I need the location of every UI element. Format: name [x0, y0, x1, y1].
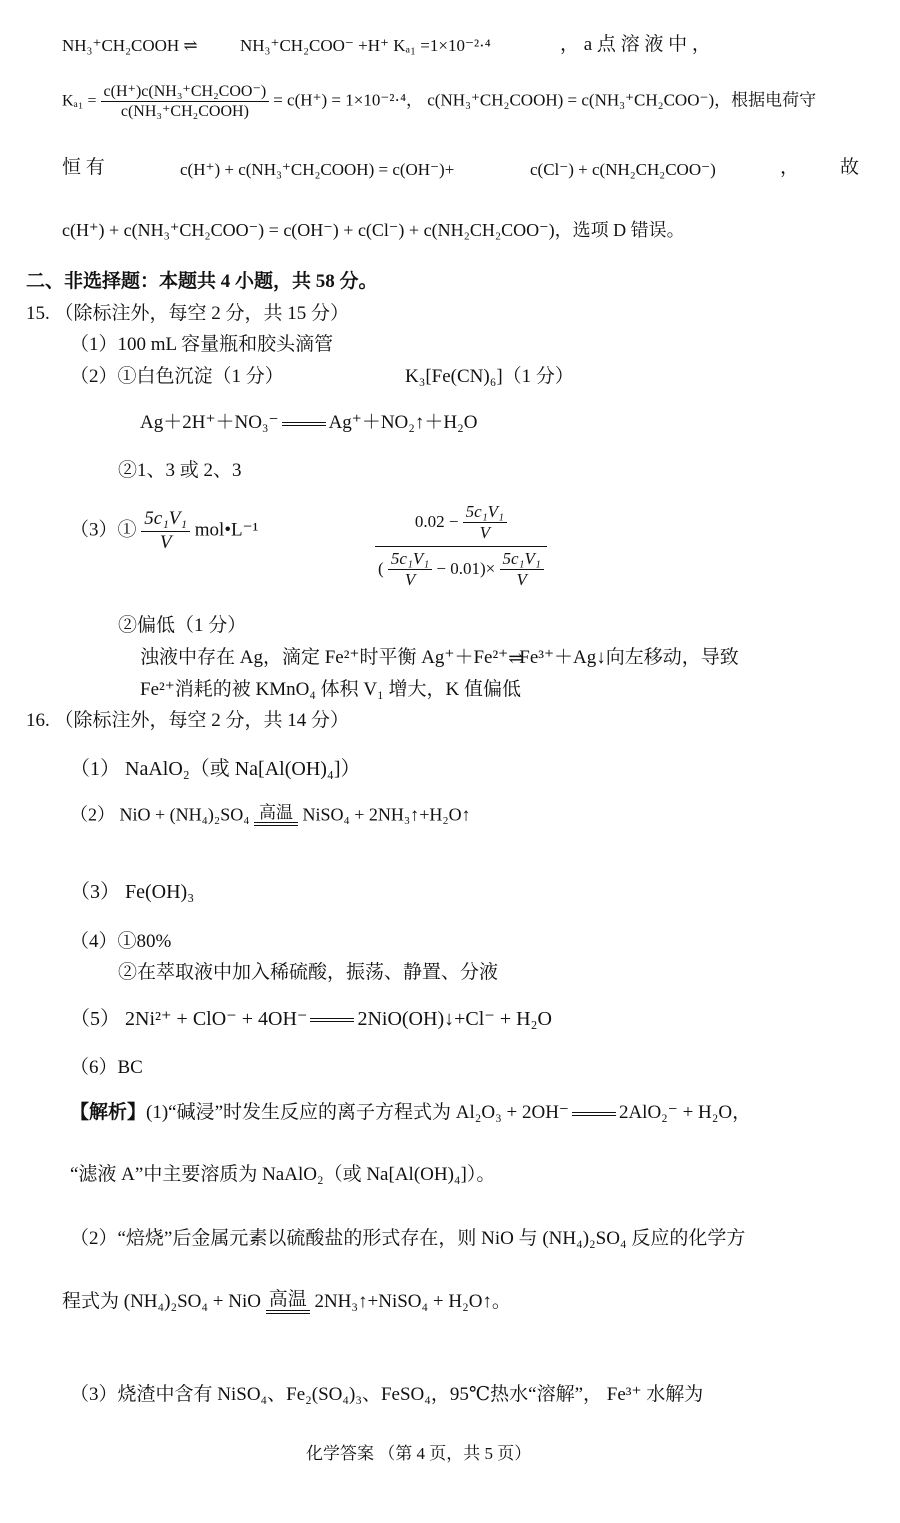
charge-line-d: ，	[780, 157, 800, 178]
equals-bar-2	[310, 1018, 354, 1022]
analysis-2b-left: 程式为 (NH₄)₂SO₄ + NiO	[62, 1291, 261, 1313]
k-bot-frac2	[500, 549, 544, 591]
k-expression	[375, 502, 547, 591]
condition-label-2: 高温	[268, 1289, 307, 1310]
q16-part4a: （4）①80%	[70, 931, 172, 952]
equilibrium-arrow: ⇌	[508, 647, 520, 668]
k-numerator	[375, 502, 547, 547]
condition-bar-2	[266, 1310, 310, 1314]
q15-eq-left: Ag＋2H⁺＋NO₃⁻	[140, 412, 279, 433]
eq-line-1-right: ， a 点 溶 液 中 ，	[560, 34, 711, 55]
analysis-2b	[62, 1290, 511, 1314]
k-bot-frac1	[388, 549, 432, 591]
q16-part1: （1） NaAlO₂（或 Na[Al(OH)₄]）	[70, 758, 361, 780]
q16-heading: 16. （除标注外，每空 2 分，共 14 分）	[26, 710, 350, 731]
charge-line-2: c(H⁺) + c(NH₃⁺CH₂COO⁻) = c(OH⁻) + c(Cl⁻) + c(NH₂CH₂COO⁻)，选项 D 错误。	[62, 220, 685, 240]
eq-line-1-mid: NH₃⁺CH₂COO⁻ +H⁺ Kₐ₁ =1×10⁻²·⁴	[240, 36, 491, 55]
conc-num: 5c₁V₁	[141, 508, 190, 532]
q15-eq-right: Ag⁺＋NO₂↑＋H₂O	[328, 412, 478, 433]
condition-label: 高温	[258, 803, 293, 822]
equals-bar	[282, 422, 326, 426]
q15-part3c	[140, 647, 739, 670]
analysis-2a: （2）“焙烧”后金属元素以硫酸盐的形式存在，则 NiO 与 (NH₄)₂SO₄ 反应的化学方	[70, 1228, 746, 1249]
conc-unit: mol•L⁻¹	[194, 519, 259, 541]
k-bot-num2: 5c₁V₁	[500, 549, 544, 570]
equals-bar-3	[572, 1112, 616, 1116]
analysis-3: （3）烧渣中含有 NiSO₄、Fe₂(SO₄)₃、FeSO₄，95℃热水“溶解”， Fe³⁺ 水解为	[70, 1384, 704, 1405]
charge-line-c: c(Cl⁻) + c(NH₂CH₂COO⁻)	[530, 160, 716, 179]
charge-line-label: 恒 有	[62, 157, 105, 178]
analysis-1a: (1)“碱浸”时发生反应的离子方程式为 Al₂O₃ + 2OH⁻	[146, 1102, 569, 1123]
k-top-a: 0.02 −	[414, 511, 459, 531]
k-bot-paren: (	[378, 558, 384, 578]
q16-part5-right: 2NiO(OH)↓+Cl⁻ + H₂O	[357, 1008, 552, 1030]
ka-formula	[62, 82, 816, 121]
q16-part3: （3） Fe(OH)₃	[70, 881, 195, 903]
conc-den: V	[159, 531, 172, 553]
q15-part2c: ②1、3 或 2、3	[118, 460, 242, 481]
q16-part5	[70, 1007, 552, 1031]
ka-label: Kₐ₁ =	[62, 92, 97, 110]
analysis-heading: 【解析】	[70, 1102, 147, 1123]
q15-part3c-a: 浊液中存在 Ag，滴定 Fe²⁺时平衡 Ag⁺＋Fe²⁺	[140, 647, 509, 668]
ka-fraction-den: c(NH₃⁺CH₂COOH)	[120, 103, 249, 121]
k-top-num: 5c₁V₁	[463, 502, 507, 523]
q15-part1: （1）100 mL 容量瓶和胶头滴管	[70, 334, 334, 355]
page-footer: 化学答案 （第 4 页，共 5 页）	[306, 1444, 532, 1463]
q16-part5-left: （5） 2Ni²⁺ + ClO⁻ + 4OH⁻	[70, 1008, 308, 1030]
condition-bar	[254, 822, 298, 826]
q16-part2-left: NiO + (NH₄)₂SO₄	[119, 804, 250, 825]
k-top-den: V	[479, 523, 490, 543]
q15-part3c-b: Fe³⁺＋Ag↓向左移动，导致	[519, 647, 739, 668]
analysis-1b: 2AlO₂⁻ + H₂O，	[618, 1102, 752, 1123]
k-bot-den1: V	[404, 570, 416, 590]
q15-part3	[70, 508, 258, 555]
k-top-frac	[463, 502, 507, 544]
ka-right: = c(H⁺) = 1×10⁻²·⁴， c(NH₃⁺CH₂COOH) = c(NH₃⁺CH₂COO⁻)，根据电荷守	[273, 90, 817, 110]
analysis-2b-right: 2NH₃↑+NiSO₄ + H₂O↑。	[314, 1291, 511, 1313]
q15-part2b: K₃[Fe(CN)₆]（1 分）	[405, 366, 574, 387]
analysis-1	[70, 1102, 751, 1125]
k-bot-b: − 0.01)×	[436, 558, 496, 578]
k-fraction	[375, 502, 547, 591]
charge-line-e: 故	[840, 157, 860, 178]
k-bot-num1: 5c₁V₁	[388, 549, 432, 570]
condition-high-temp-2	[266, 1290, 310, 1314]
k-bot-den2: V	[516, 570, 527, 590]
q15-part3-label: （3）①	[70, 519, 137, 541]
charge-line-b: c(H⁺) + c(NH₃⁺CH₂COOH) = c(OH⁻)+	[180, 160, 455, 179]
condition-high-temp	[254, 804, 298, 826]
q15-part3b: ②偏低（1 分）	[118, 615, 247, 636]
q15-part2a: （2）①白色沉淀（1 分）	[70, 366, 284, 387]
q16-part6: （6）BC	[70, 1057, 143, 1078]
eq-line-1	[62, 36, 198, 56]
analysis-1c: “滤液 A”中主要溶质为 NaAlO₂（或 Na[Al(OH)₄]）。	[70, 1164, 496, 1185]
eq-line-1-left: NH₃⁺CH₂COOH ⇌	[62, 36, 198, 55]
q16-part4b: ②在萃取液中加入稀硫酸，振荡、静置、分液	[118, 962, 499, 983]
ka-fraction	[101, 82, 270, 121]
k-denominator	[375, 547, 547, 591]
q16-part2	[70, 804, 471, 826]
q15-part3d: Fe²⁺消耗的被 KMnO₄ 体积 V₁ 增大，K 值偏低	[140, 679, 522, 700]
ka-fraction-num: c(H⁺)c(NH₃⁺CH₂COO⁻)	[101, 82, 270, 102]
conc-fraction	[141, 508, 190, 555]
q15-eq-ag	[140, 412, 477, 435]
q16-part2-label: （2）	[70, 804, 115, 825]
q16-part2-right: NiSO₄ + 2NH₃↑+H₂O↑	[302, 804, 471, 825]
section-heading: 二、非选择题：本题共 4 小题，共 58 分。	[26, 271, 378, 292]
q15-heading: 15. （除标注外，每空 2 分，共 15 分）	[26, 303, 350, 324]
